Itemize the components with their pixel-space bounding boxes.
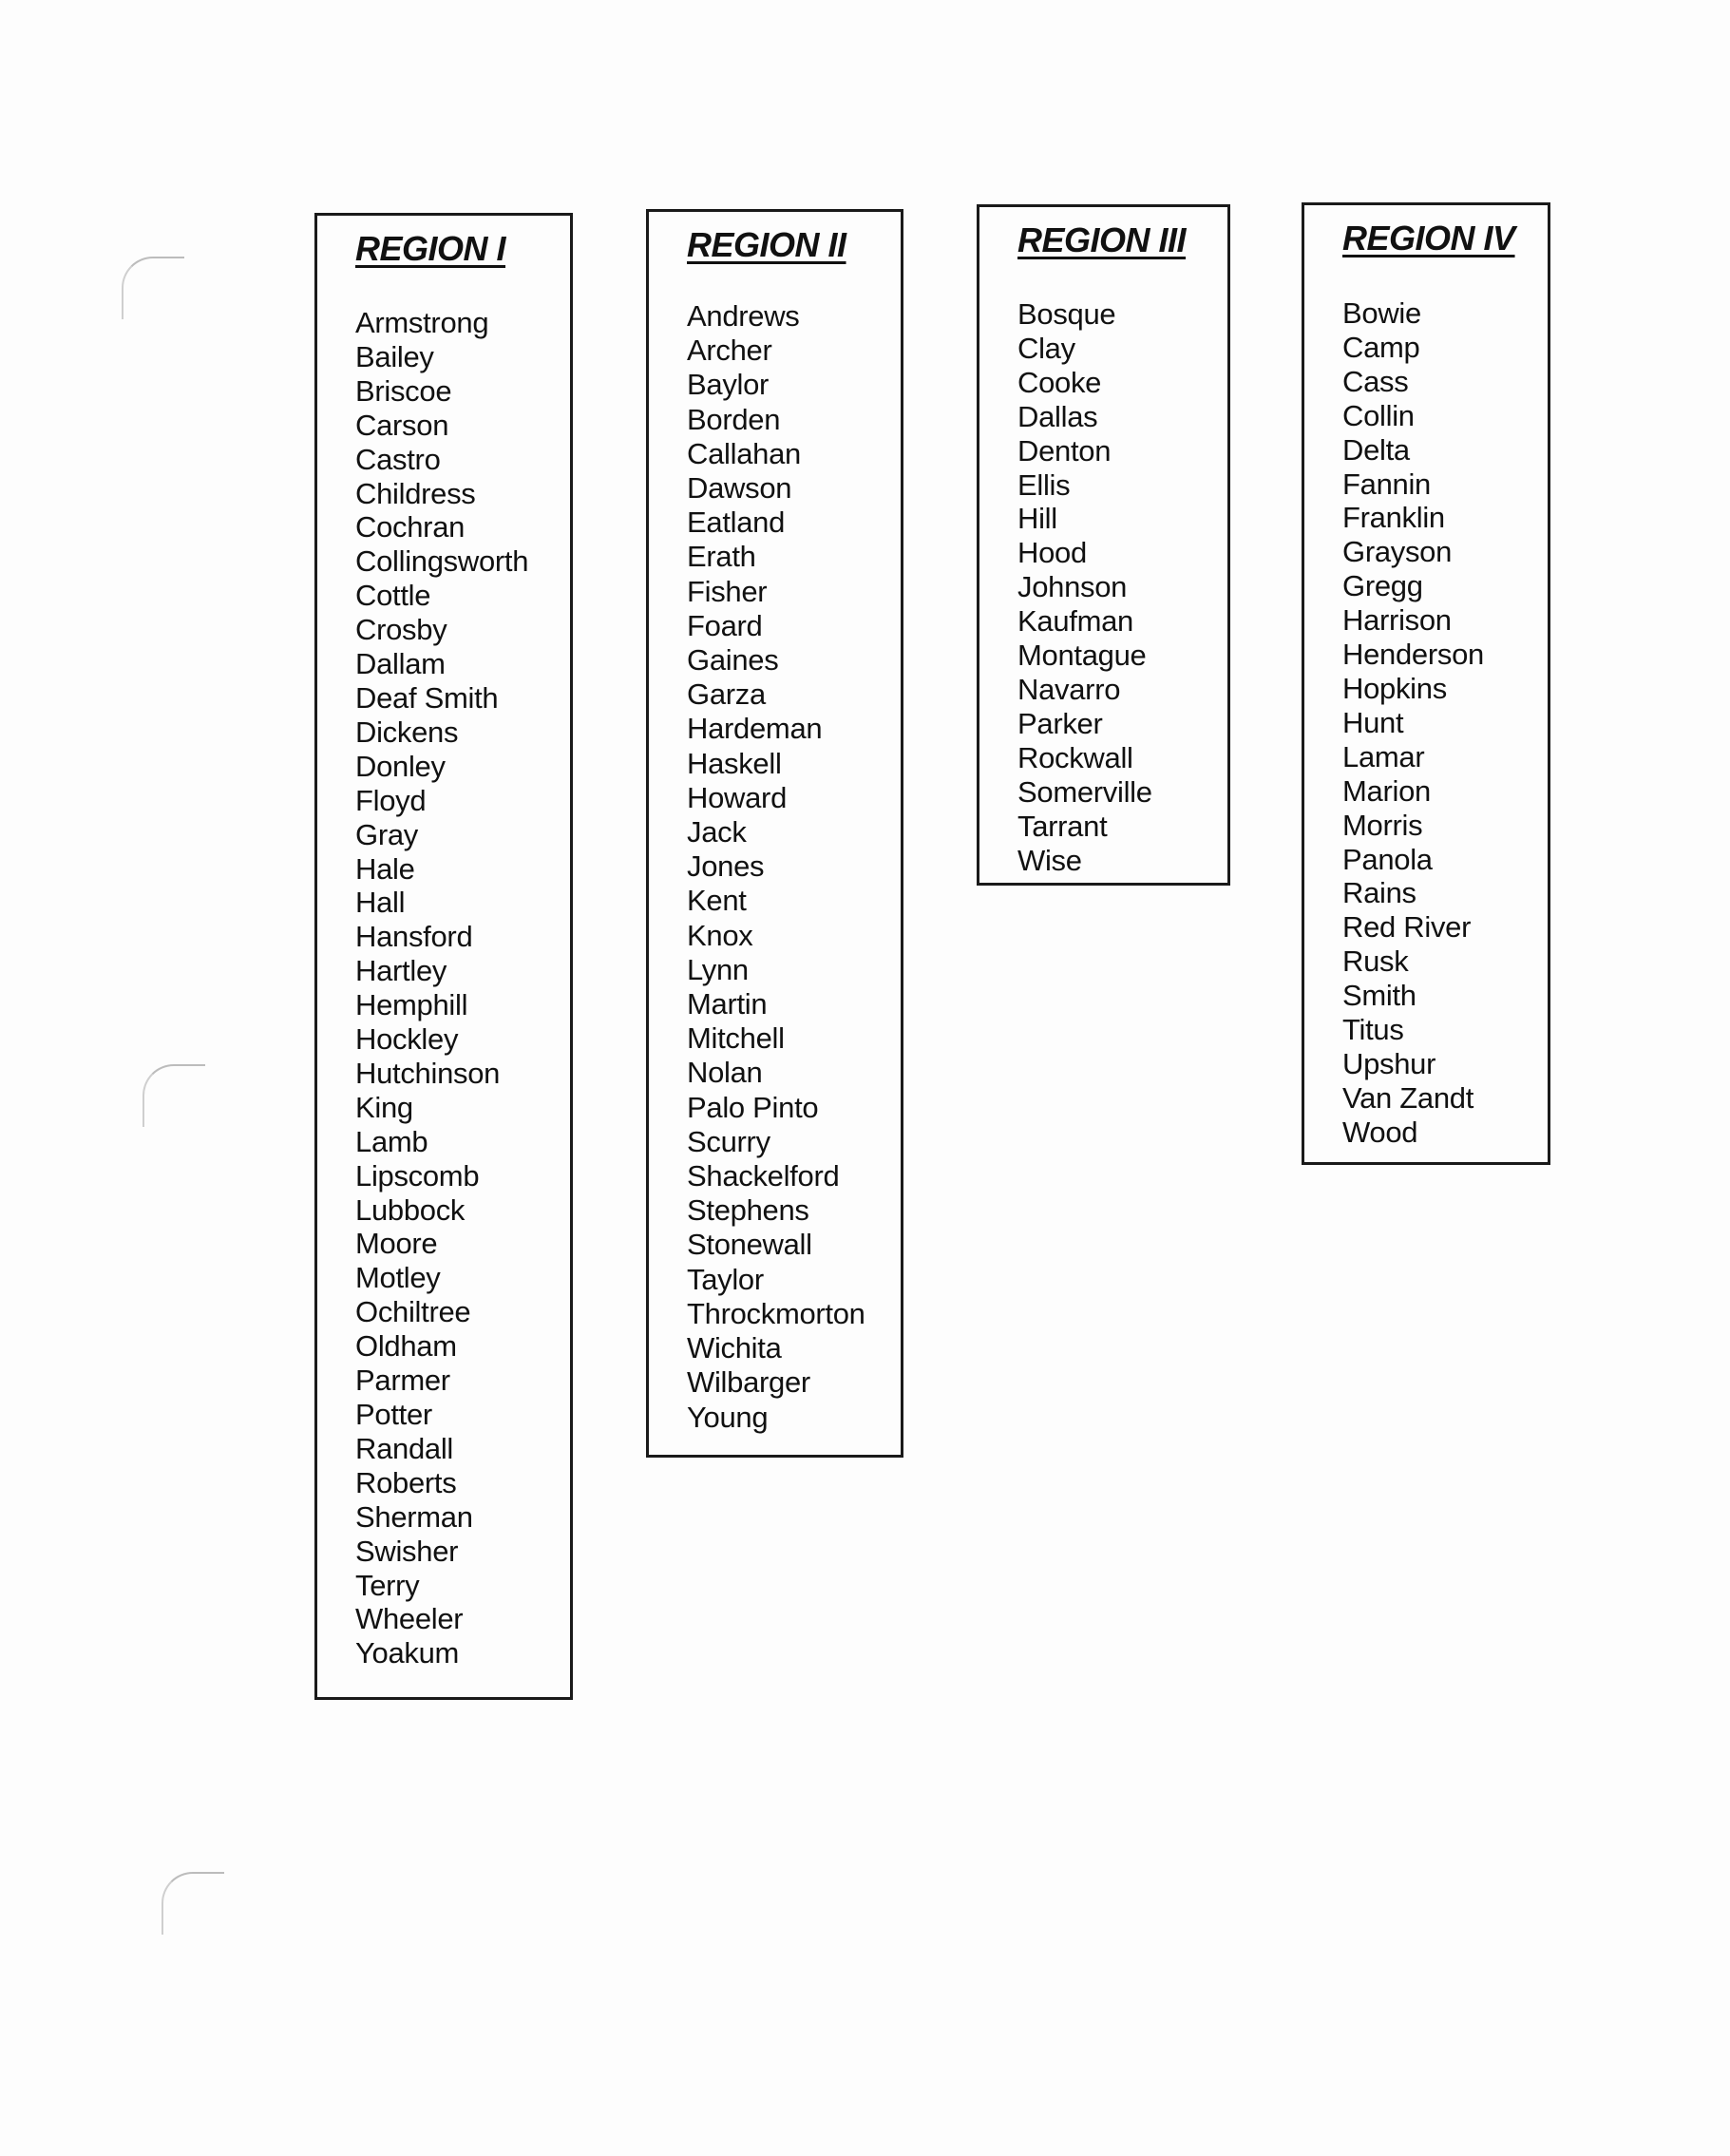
county-name: Lamar: [1342, 739, 1425, 773]
county-name: Borden: [687, 402, 781, 436]
punch-hole-top: [122, 257, 184, 319]
county-name: Upshur: [1342, 1046, 1436, 1080]
county-name: Knox: [687, 918, 753, 952]
county-name: Terry: [355, 1568, 420, 1602]
county-name: Donley: [355, 749, 446, 783]
county-name: Carson: [355, 408, 449, 442]
county-name: Nolan: [687, 1056, 763, 1090]
county-name: Smith: [1342, 979, 1416, 1013]
county-name: Grayson: [1342, 535, 1453, 569]
county-name: Lipscomb: [355, 1158, 480, 1192]
county-name: Harrison: [1342, 603, 1452, 638]
county-name: Denton: [1017, 433, 1112, 467]
county-name: Red River: [1342, 910, 1472, 944]
county-name: Stonewall: [687, 1228, 812, 1262]
county-name: Franklin: [1342, 501, 1445, 535]
region-3-box: [977, 204, 1230, 886]
county-name: Parmer: [355, 1364, 450, 1398]
county-name: Throckmorton: [687, 1296, 865, 1330]
county-name: Hutchinson: [355, 1056, 501, 1090]
county-name: Morris: [1342, 808, 1423, 842]
county-name: Camp: [1342, 330, 1420, 364]
region-4-box: [1302, 202, 1550, 1165]
county-name: Dickens: [355, 715, 459, 749]
county-name: Tarrant: [1017, 809, 1108, 843]
county-name: Potter: [355, 1398, 432, 1431]
county-name: Briscoe: [355, 373, 452, 408]
county-name: Somerville: [1017, 774, 1152, 809]
county-name: Hill: [1017, 502, 1057, 536]
county-name: Gray: [355, 817, 418, 851]
county-name: Wise: [1017, 843, 1082, 877]
county-name: Collin: [1342, 398, 1415, 432]
county-name: Kaufman: [1017, 604, 1133, 639]
region-3-county-list: [1017, 297, 1152, 877]
county-name: Cottle: [355, 579, 431, 613]
county-name: Cochran: [355, 510, 466, 544]
county-name: Hartley: [355, 954, 447, 988]
punch-hole-middle: [143, 1064, 205, 1127]
county-name: Dallas: [1017, 399, 1098, 433]
county-name: Bailey: [355, 339, 434, 373]
region-3-title: REGION III: [1017, 220, 1187, 259]
county-name: Delta: [1342, 432, 1410, 467]
county-name: Baylor: [687, 368, 770, 402]
county-name: Armstrong: [355, 306, 489, 339]
county-name: Castro: [355, 442, 441, 476]
county-name: Garza: [687, 677, 766, 712]
county-name: Hopkins: [1342, 671, 1447, 705]
punch-hole-bottom: [162, 1872, 224, 1935]
county-name: Rains: [1342, 876, 1416, 910]
county-name: Randall: [355, 1431, 454, 1465]
region-4-title: REGION IV: [1342, 219, 1515, 258]
county-name: Wichita: [687, 1331, 782, 1365]
county-name: Wood: [1342, 1115, 1418, 1149]
county-name: Floyd: [355, 783, 427, 817]
region-2-title: REGION II: [687, 225, 846, 264]
county-name: Parker: [1017, 706, 1103, 740]
county-name: Cass: [1342, 364, 1409, 398]
county-name: Rusk: [1342, 944, 1409, 979]
county-name: Shackelford: [687, 1159, 840, 1193]
county-name: Bosque: [1017, 297, 1116, 331]
county-name: Hardeman: [687, 712, 823, 746]
county-name: Palo Pinto: [687, 1090, 819, 1124]
county-name: Johnson: [1017, 570, 1128, 604]
county-name: Archer: [687, 334, 772, 368]
county-name: Navarro: [1017, 672, 1121, 706]
county-name: King: [355, 1090, 413, 1124]
county-name: Sherman: [355, 1499, 473, 1534]
county-name: Cooke: [1017, 365, 1102, 399]
county-name: Dallam: [355, 647, 446, 681]
county-name: Howard: [687, 780, 788, 814]
county-name: Hood: [1017, 536, 1087, 570]
county-name: Jack: [687, 815, 747, 849]
county-name: Haskell: [687, 746, 782, 780]
county-name: Wheeler: [355, 1602, 464, 1636]
county-name: Ochiltree: [355, 1295, 471, 1329]
county-name: Van Zandt: [1342, 1080, 1474, 1115]
county-name: Oldham: [355, 1329, 457, 1364]
county-name: Henderson: [1342, 638, 1484, 672]
county-name: Crosby: [355, 613, 447, 647]
county-name: Gaines: [687, 643, 779, 677]
county-name: Gregg: [1342, 569, 1423, 603]
county-name: Hale: [355, 851, 415, 886]
county-name: Callahan: [687, 436, 801, 470]
county-name: Bowie: [1342, 296, 1421, 330]
county-name: Motley: [355, 1261, 441, 1295]
county-name: Foard: [687, 608, 763, 642]
county-name: Wilbarger: [687, 1365, 810, 1400]
county-name: Fannin: [1342, 467, 1431, 501]
county-name: Swisher: [355, 1534, 459, 1568]
county-name: Young: [687, 1400, 769, 1434]
county-name: Fisher: [687, 574, 768, 608]
county-name: Hunt: [1342, 705, 1404, 739]
county-name: Jones: [687, 849, 765, 884]
county-name: Hall: [355, 886, 406, 920]
county-name: Marion: [1342, 773, 1431, 808]
region-2-county-list: [687, 299, 865, 1435]
county-name: Taylor: [687, 1262, 764, 1296]
county-name: Rockwall: [1017, 740, 1133, 774]
county-name: Clay: [1017, 331, 1075, 365]
county-name: Lamb: [355, 1124, 428, 1158]
region-1-box: [314, 213, 573, 1700]
county-name: Yoakum: [355, 1636, 460, 1670]
region-1-county-list: [355, 306, 528, 1670]
county-name: Lubbock: [355, 1192, 466, 1227]
county-name: Deaf Smith: [355, 680, 499, 715]
county-name: Andrews: [687, 299, 800, 333]
county-name: Lynn: [687, 952, 749, 986]
county-name: Stephens: [687, 1193, 809, 1228]
county-name: Roberts: [355, 1465, 457, 1499]
county-name: Hockley: [355, 1022, 459, 1057]
county-name: Eatland: [687, 506, 786, 540]
county-name: Mitchell: [687, 1021, 785, 1056]
county-name: Moore: [355, 1227, 438, 1261]
county-name: Kent: [687, 884, 747, 918]
region-4-county-list: [1342, 296, 1484, 1150]
county-name: Childress: [355, 476, 476, 510]
region-1-title: REGION I: [355, 229, 506, 268]
county-name: Ellis: [1017, 467, 1071, 502]
region-2-box: [646, 209, 903, 1458]
county-name: Scurry: [687, 1124, 770, 1158]
county-name: Hansford: [355, 920, 473, 954]
county-name: Collingsworth: [355, 544, 529, 579]
county-name: Erath: [687, 540, 756, 574]
county-name: Panola: [1342, 842, 1433, 876]
county-name: Montague: [1017, 639, 1147, 673]
county-name: Titus: [1342, 1013, 1404, 1047]
county-name: Hemphill: [355, 988, 468, 1022]
county-name: Dawson: [687, 471, 792, 506]
county-name: Martin: [687, 987, 768, 1021]
